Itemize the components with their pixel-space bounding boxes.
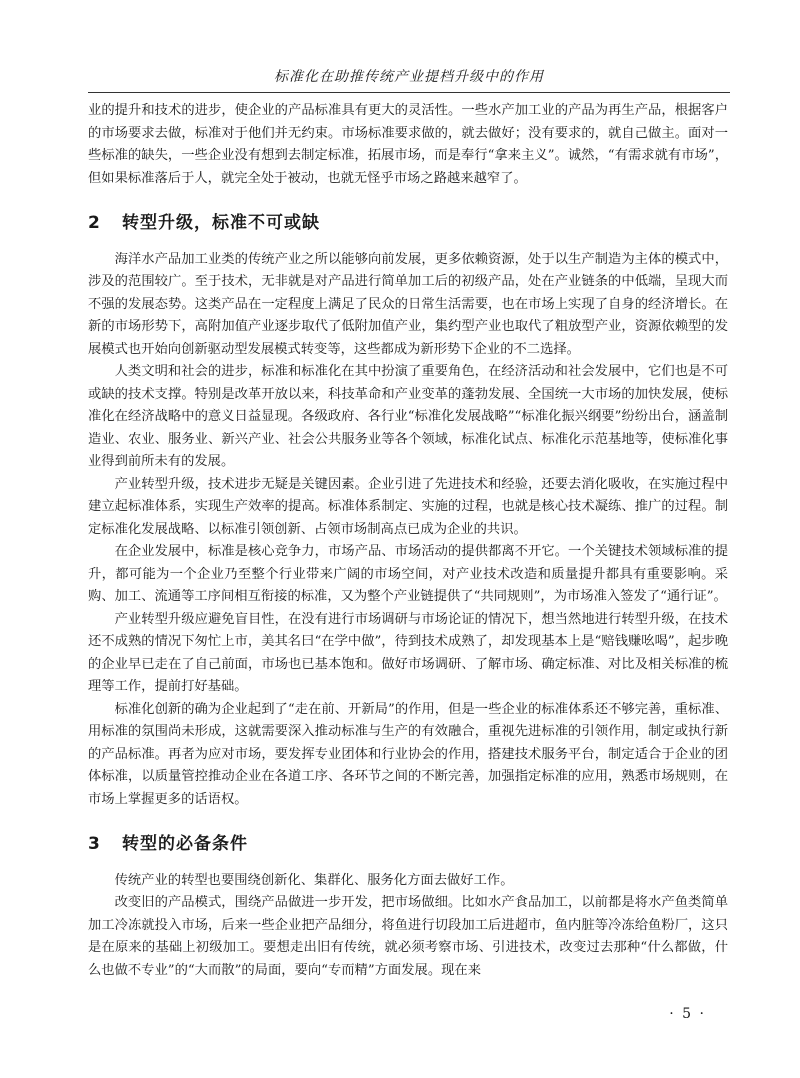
section-2-number: 2 <box>88 213 101 233</box>
article-body <box>88 100 728 982</box>
section-3-title: 转型的必备条件 <box>122 834 248 854</box>
section-2-paragraph: 标准化创新的确为企业起到了“走在前、开新局”的作用，但是一些企业的标准体系还不够完善，重标准、用标准的氛围尚未形成，这就需要深入推动标准与生产的有效融合，重视先进标准的引领作用，制定或执行新的产品标准。再者为应对市场，要发挥专业团体和行业协会的作用，搭建技术服务平台，制定适合于企业的团体标准，以质量管控推动企业在各道工序、各环节之间的不断完善，加强指定标准的应用，熟悉市场规则，在市场上掌握更多的话语权。 <box>88 701 728 807</box>
intro-paragraph: 业的提升和技术的进步，使企业的产品标准具有更大的灵活性。一些水产加工业的产品为再生产品，根据客户的市场要求去做，标准对于他们并无约束。市场标准要求做的，就去做好；没有要求的，就自己做主。面对一些标准的缺失，一些企业没有想到去制定标准，拓展市场，而是奉行“拿来主义”。诚然，“有需求就有市场”，但如果标准落后于人，就完全处于被动，也就无怪乎市场之路越来越窄了。 <box>88 103 728 186</box>
section-3-number: 3 <box>88 834 101 854</box>
section-2-paragraph: 产业转型升级，技术进步无疑是关键因素。企业引进了先进技术和经验，还要去消化吸收，在实施过程中建立起标准体系，实现生产效率的提高。标准体系制定、实施的过程，也就是核心技术凝练、推广的过程。制定标准化发展战略、以标准引领创新、占领市场制高点已成为企业的共识。 <box>88 476 728 537</box>
section-2-heading <box>88 212 728 235</box>
section-2-paragraph: 在企业发展中，标准是核心竞争力，市场产品、市场活动的提供都离不开它。一个关键技术领域标准的提升，都可能为一个企业乃至整个行业带来广阔的市场空间，对产业技术改造和质量提升都具有重要影响。采购、加工、流通等工序间相互衔接的标准，又为整个产业链提供了“共同规则”，为市场准入签发了“通行证”。 <box>88 544 728 604</box>
section-3-paragraph: 改变旧的产品模式，围绕产品做进一步开发，把市场做细。比如水产食品加工，以前都是将水产鱼类简单加工冷冻就投入市场，后来一些企业把产品细分，将鱼进行切段加工后进超市，鱼内脏等冷冻给鱼粉厂，这只是在原来的基础上初级加工。要想走出旧有传统，就必须考察市场、引进技术，改变过去那种“什么都做，什么也做不专业”的“大而散”的局面，要向“专而精”方面发展。现在来 <box>88 895 728 978</box>
section-2-paragraph: 海洋水产品加工业类的传统产业之所以能够向前发展，更多依赖资源，处于以生产制造为主体的模式中，涉及的范围较广。至于技术，无非就是对产品进行简单加工后的初级产品，处在产业链条的中低端，呈现大而不强的发展态势。这类产品在一定程度上满足了民众的日常生活需要，也在市场上实现了自身的经济增长。在新的市场形势下，高附加值产业逐步取代了低附加值产业，集约型产业也取代了粗放型产业，资源依赖型的发展模式也开始向创新驱动型发展模式转变等，这些都成为新形势下企业的不二选择。 <box>88 251 728 357</box>
section-2-paragraph: 人类文明和社会的进步，标准和标准化在其中扮演了重要角色，在经济活动和社会发展中，它们也是不可或缺的技术支撑。特别是改革开放以来，科技革命和产业变革的蓬勃发展、全国统一大市场的加快发展，使标准化在经济战略中的意义日益显现。各级政府、各行业“标准化发展战略”“标准化振兴纲要”纷纷出台，涵盖制造业、农业、服务业、新兴产业、社会公共服务业等各个领域，标准化试点、标准化示范基地等，使标准化事业得到前所未有的发展。 <box>88 364 728 469</box>
section-3-paragraph: 传统产业的转型也要围绕创新化、集群化、服务化方面去做好工作。 <box>114 872 514 888</box>
section-2-paragraph: 产业转型升级应避免盲目性，在没有进行市场调研与市场论证的情况下，想当然地进行转型升级，在技术还不成熟的情况下匆忙上市，美其名曰“在学中做”，待到技术成熟了，却发现基本上是“赔钱赚吆喝”，起步晚的企业早已走在了自己前面，市场也已基本饱和。做好市场调研、了解市场、确定标准、对比及相关标准的梳理等工作，提前打好基础。 <box>88 611 728 694</box>
section-3-heading <box>88 833 728 856</box>
page-number: · 5 · <box>669 1006 706 1022</box>
running-header: 标准化在助推传统产业提档升级中的作用 <box>88 66 730 93</box>
section-2-title: 转型升级，标准不可或缺 <box>122 213 320 233</box>
